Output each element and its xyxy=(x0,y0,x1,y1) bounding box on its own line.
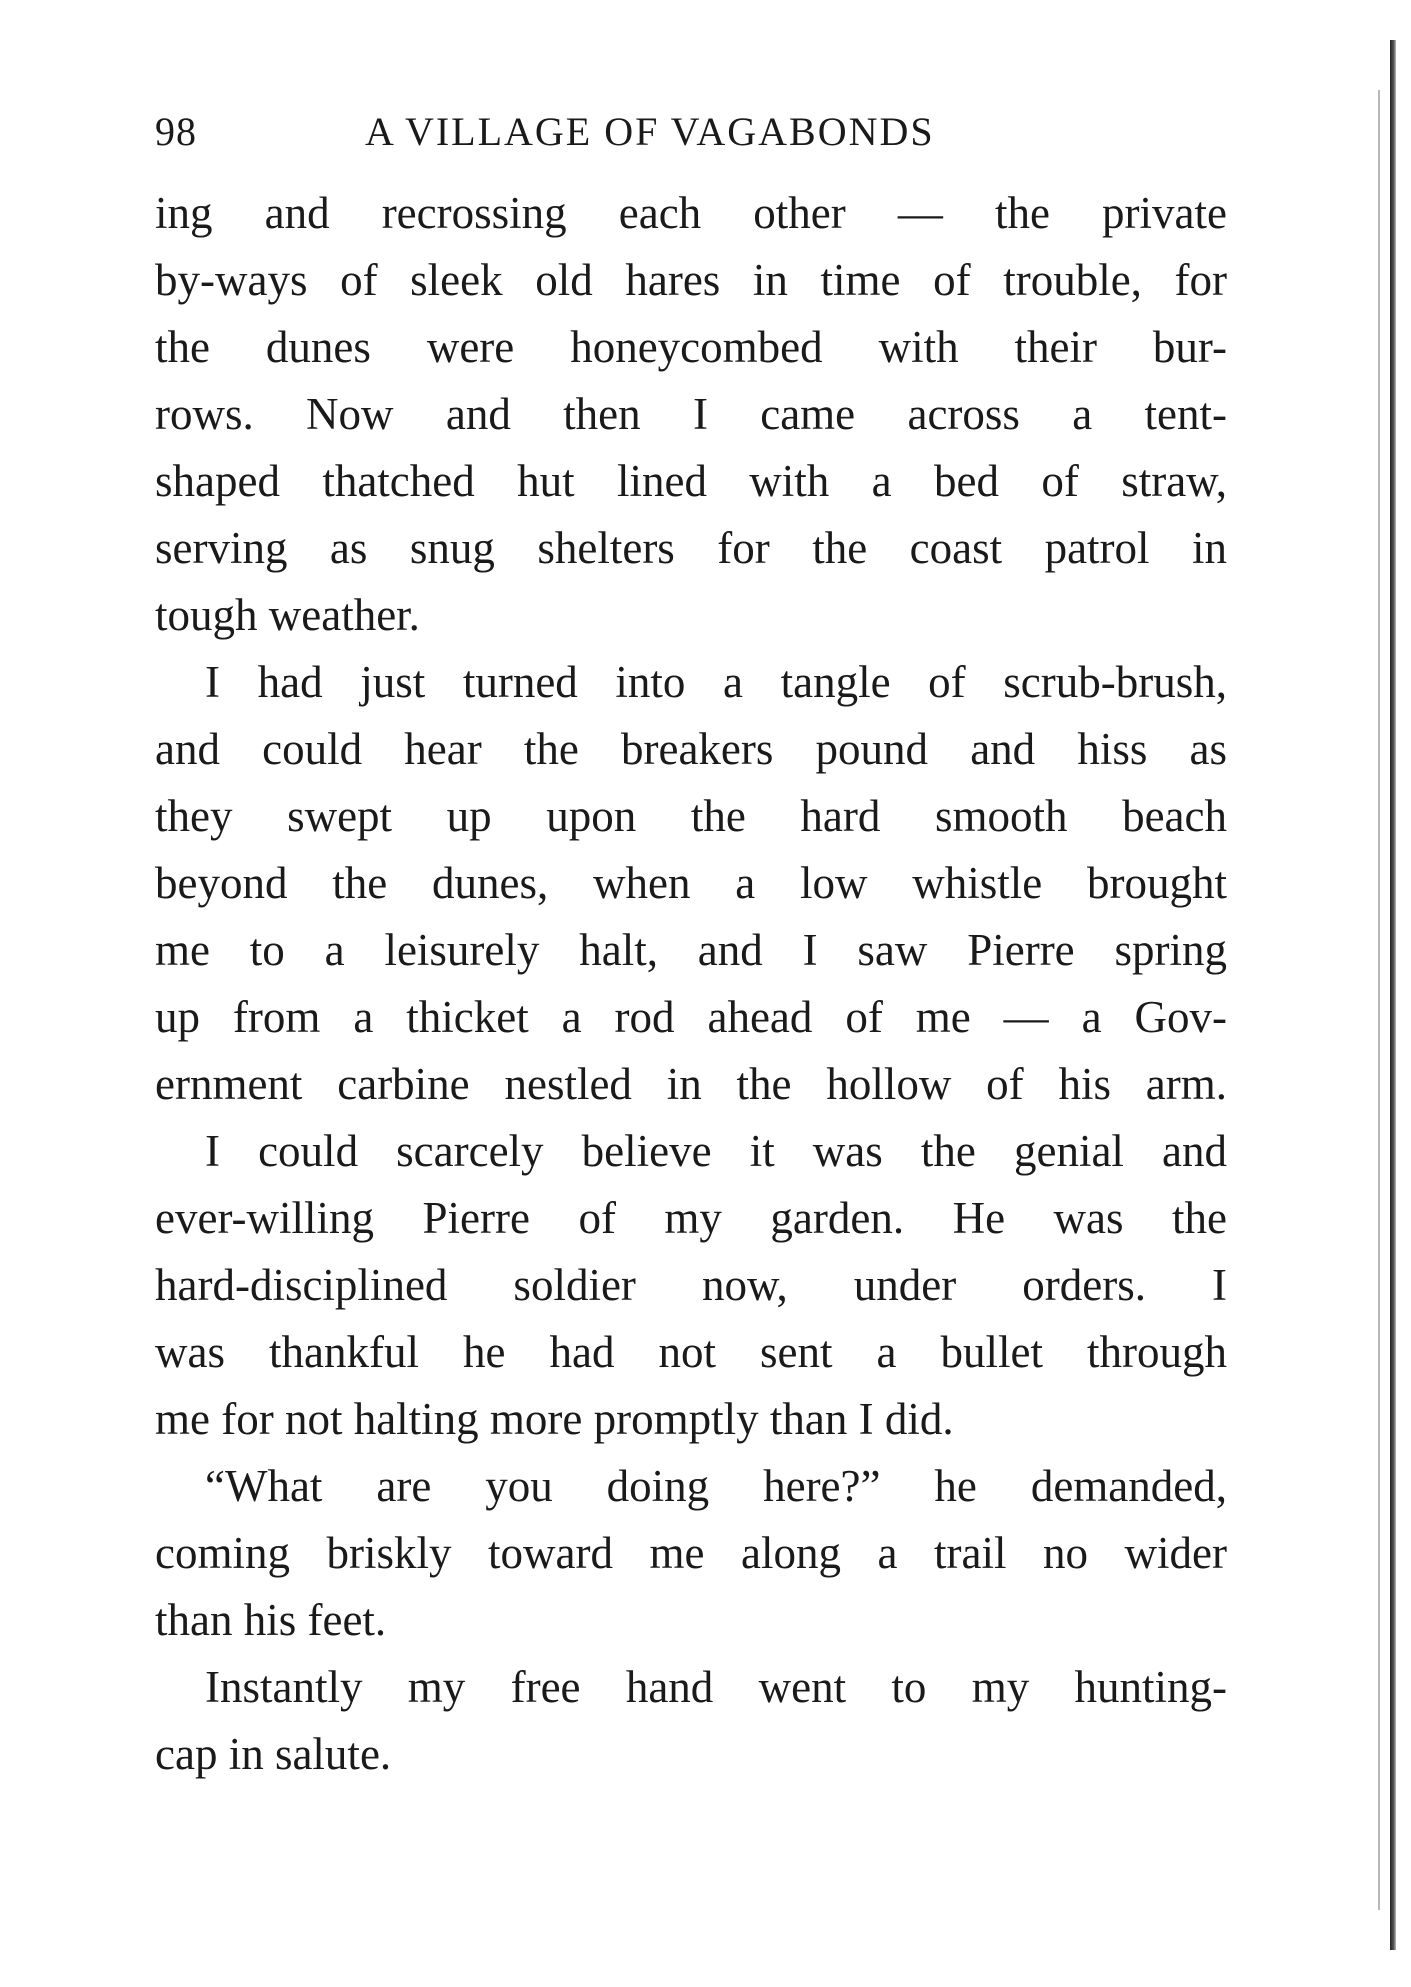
text-line: hard-disciplined soldier now, under orders. I xyxy=(155,1260,1227,1310)
text-line: ing and recrossing each other — the private xyxy=(155,188,1227,238)
text-line: beyond the dunes, when a low whistle brought xyxy=(155,858,1227,908)
text-line: ernment carbine nestled in the hollow of his arm. xyxy=(155,1059,1227,1109)
page-edge-shadow xyxy=(1390,40,1396,1950)
text-line: shaped thatched hut lined with a bed of straw, xyxy=(155,456,1227,506)
paragraph-first-line: I could scarcely believe it was the genial and xyxy=(205,1126,1227,1176)
text-line: serving as snug shelters for the coast patrol in xyxy=(155,523,1227,573)
running-header xyxy=(155,108,1215,158)
paragraph-first-line: “What are you doing here?” he demanded, xyxy=(205,1461,1227,1511)
paragraph-first-line: I had just turned into a tangle of scrub-brush, xyxy=(205,657,1227,707)
text-line: me to a leisurely halt, and I saw Pierre spring xyxy=(155,925,1227,975)
text-line: tough weather. xyxy=(155,590,420,640)
text-line: up from a thicket a rod ahead of me — a Gov- xyxy=(155,992,1227,1042)
text-line: me for not halting more promptly than I did. xyxy=(155,1394,954,1444)
text-line: the dunes were honeycombed with their bur- xyxy=(155,322,1227,372)
text-line: than his feet. xyxy=(155,1595,387,1645)
running-title: A VILLAGE OF VAGABONDS xyxy=(365,109,935,154)
text-line: coming briskly toward me along a trail no wider xyxy=(155,1528,1227,1578)
text-line: by-ways of sleek old hares in time of trouble, for xyxy=(155,255,1227,305)
text-line: they swept up upon the hard smooth beach xyxy=(155,791,1227,841)
text-line: rows. Now and then I came across a tent- xyxy=(155,389,1227,439)
text-line: and could hear the breakers pound and hiss as xyxy=(155,724,1227,774)
text-line: cap in salute. xyxy=(155,1729,392,1779)
text-line: ever-willing Pierre of my garden. He was the xyxy=(155,1193,1227,1243)
paragraph-first-line: Instantly my free hand went to my hunting- xyxy=(205,1662,1227,1712)
page-number: 98 xyxy=(155,109,197,154)
text-line: was thankful he had not sent a bullet through xyxy=(155,1327,1227,1377)
page-edge-line xyxy=(1378,90,1380,1910)
body-text xyxy=(155,180,1227,1788)
